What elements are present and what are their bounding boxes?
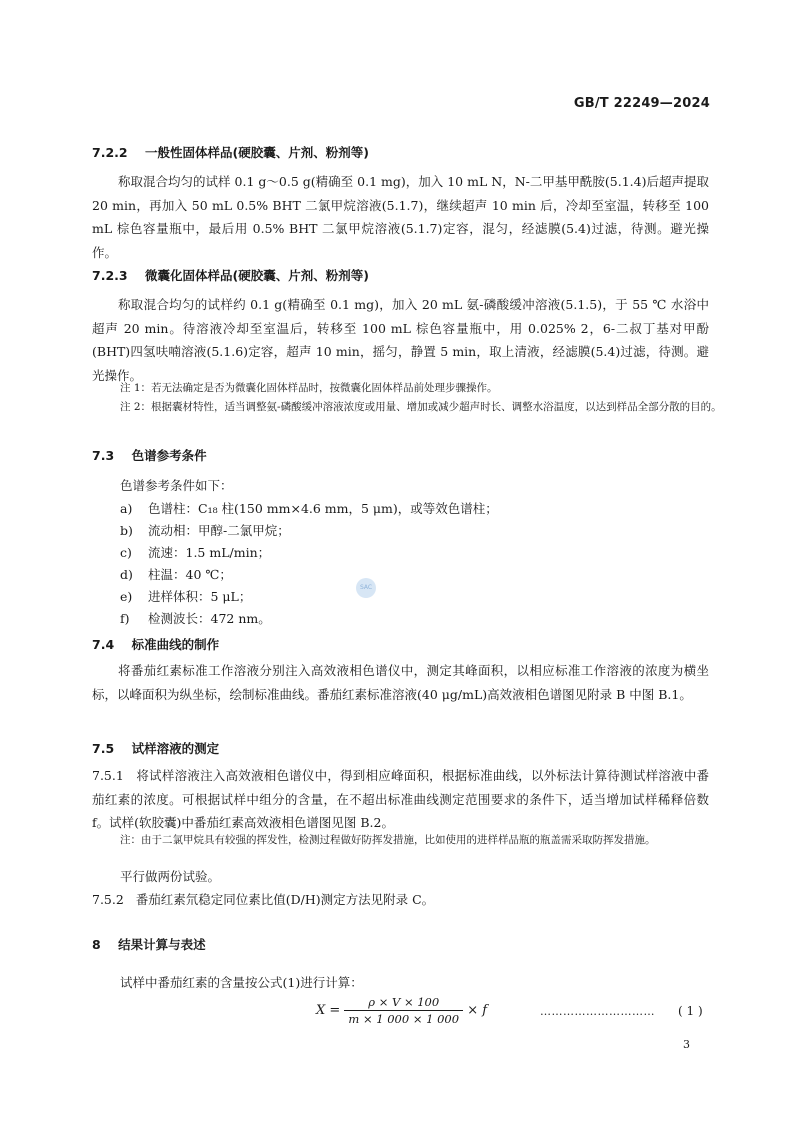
- formula-numerator: ρ × V × 100: [344, 995, 463, 1011]
- formula-lhs: X =: [316, 1003, 341, 1018]
- watermark-logo: SAC: [356, 578, 376, 598]
- list-label: f): [120, 611, 130, 626]
- section-number: 7.5.2: [92, 892, 124, 907]
- note: 注：由于二氯甲烷具有较强的挥发性，检测过程做好防挥发措施，比如使用的进样样品瓶的瓶盖需采取防挥发措施。: [120, 834, 656, 846]
- paragraph-text: 番茄红素氘稳定同位素比值(D/H)测定方法见附录 C。: [135, 892, 435, 907]
- list-label: e): [120, 589, 133, 604]
- page-number: 3: [683, 1038, 690, 1051]
- section-title: 标准曲线的制作: [131, 637, 220, 652]
- section-title: 微囊化固体样品(硬胶囊、片剂、粉剂等): [145, 268, 369, 283]
- paragraph-text: 将试样溶液注入高效液相色谱仪中，得到相应峰面积，根据标准曲线，以外标法计算待测试样溶液中番茄红素的浓度。可根据试样中组分的含量，在不超出标准曲线测定范围要求的条件下，适当增加试样稀释倍数 f。试样(软胶囊)中番茄红素高效液相色谱图见图 B.2。: [92, 768, 709, 830]
- list-text: 流动相：甲醇-二氯甲烷；: [148, 523, 290, 538]
- section-title: 一般性固体样品(硬胶囊、片剂、粉剂等): [145, 145, 369, 160]
- list-item: [120, 587, 251, 605]
- section-number: 7.4: [92, 637, 115, 652]
- list-text: 进样体积：5 μL；: [148, 589, 252, 604]
- section-title: 结果计算与表述: [118, 937, 206, 952]
- formula-fraction: [344, 995, 463, 1026]
- section-7-3-heading: [92, 446, 207, 464]
- section-7-2-3-heading: [92, 266, 369, 284]
- section-7-5-heading: [92, 739, 219, 757]
- section-title: 色谱参考条件: [131, 448, 207, 463]
- list-label: c): [120, 545, 132, 560]
- section-7-2-2-body: 称取混合均匀的试样 0.1 g～0.5 g(精确至 0.1 mg)，加入 10 mL N，N-二甲基甲酰胺(5.1.4)后超声提取 20 min，再加入 50 mL 0.5% BHT 二氯甲烷溶液(5.1.7)，继续超声 10 min 后，冷却至室温，转移至 100 mL 棕色容量瓶中，最后用 0.5% BHT 二氯甲烷溶液(5.1.7)定容，混匀，经滤膜(5.4)过滤，待测。避光操作。: [92, 174, 709, 260]
- section-8-heading: [92, 935, 206, 953]
- list-item: [120, 499, 498, 517]
- list-text: 流速：1.5 mL/min；: [148, 545, 271, 560]
- section-number: 7.5: [92, 741, 115, 756]
- list-item: [120, 543, 270, 561]
- section-number: 7.3: [92, 448, 115, 463]
- standard-number: GB/T 22249—2024: [573, 96, 710, 111]
- list-intro: 色谱参考条件如下：: [120, 478, 233, 493]
- section-title: 试样溶液的测定: [131, 741, 220, 756]
- note-2: 注 2：根据囊材特性，适当调整氨-磷酸缓冲溶液浓度或用量、增加或减少超声时长、调整水浴温度，以达到样品全部分散的目的。: [120, 401, 722, 413]
- list-item: [120, 565, 232, 583]
- section-7-2-2-heading: [92, 143, 369, 161]
- list-text: 检测波长：472 nm。: [148, 611, 271, 626]
- list-item: [120, 521, 290, 539]
- parallel-note: 平行做两份试验。: [120, 869, 221, 884]
- section-number: 7.5.1: [92, 768, 124, 783]
- list-label: b): [120, 523, 133, 538]
- list-label: d): [120, 567, 133, 582]
- formula-intro: 试样中番茄红素的含量按公式(1)进行计算：: [120, 975, 363, 990]
- list-item: [120, 609, 271, 627]
- section-number: 7.2.3: [92, 268, 128, 283]
- formula-1: [316, 995, 487, 1026]
- formula-rhs: × f: [467, 1003, 488, 1018]
- section-7-4-body: 将番茄红素标准工作溶液分别注入高效液相色谱仪中，测定其峰面积，以相应标准工作溶液的浓度为横坐标，以峰面积为纵坐标，绘制标准曲线。番茄红素标准溶液(40 μg/mL)高效液相色谱图见附录 B 中图 B.1。: [92, 663, 709, 702]
- formula-dots: …………………………: [540, 1005, 655, 1018]
- section-7-2-3-body: 称取混合均匀的试样约 0.1 g(精确至 0.1 mg)，加入 20 mL 氨-磷酸缓冲溶液(5.1.5)，于 55 ℃ 水浴中超声 20 min。待溶液冷却至室温后，转移至 100 mL 棕色容量瓶中，用 0.025% 2，6-二叔丁基对甲酚(BHT)四氢呋喃溶液(5.1.6)定容，超声 10 min，摇匀，静置 5 min，取上清液，经滤膜(5.4)过滤，待测。避光操作。: [92, 297, 709, 383]
- list-text: 色谱柱：C₁₈ 柱(150 mm×4.6 mm，5 μm)，或等效色谱柱；: [148, 501, 498, 516]
- list-label: a): [120, 501, 133, 516]
- section-7-4-heading: [92, 635, 219, 653]
- list-text: 柱温：40 ℃；: [148, 567, 232, 582]
- section-number: 7.2.2: [92, 145, 128, 160]
- formula-denominator: m × 1 000 × 1 000: [348, 1012, 460, 1026]
- note-1: 注 1：若无法确定是否为微囊化固体样品时，按微囊化固体样品前处理步骤操作。: [120, 382, 498, 394]
- section-7-5-2: [92, 890, 434, 908]
- section-7-5-1-body: [92, 764, 709, 835]
- section-number: 8: [92, 937, 101, 952]
- formula-label: ( 1 ): [678, 1004, 703, 1018]
